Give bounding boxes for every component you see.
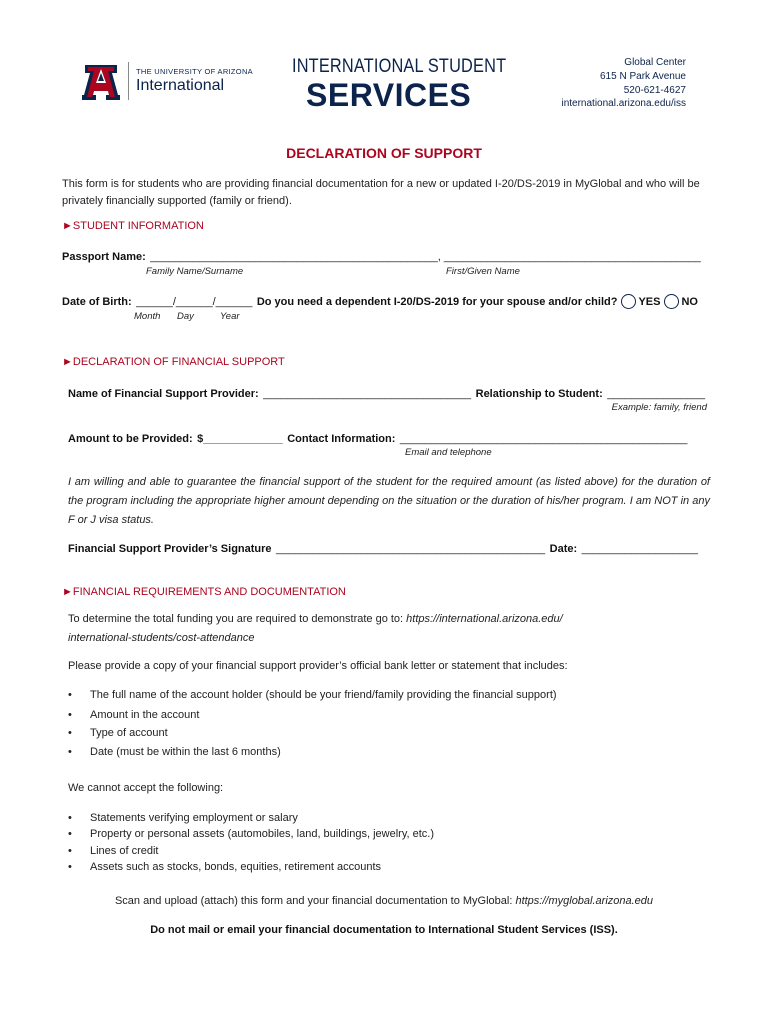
contact-caption: Email and telephone xyxy=(405,447,492,458)
dependent-question: Do you need a dependent I-20/DS-2019 for your spouse and/or child? xyxy=(256,296,618,308)
cost-attendance-link[interactable]: https://international.arizona.edu/ xyxy=(406,613,563,625)
unit-name: International xyxy=(136,77,225,94)
signature-label: Financial Support Provider’s Signature xyxy=(68,543,272,555)
funding-line xyxy=(68,613,563,625)
university-name: THE UNIVERSITY OF ARIZONA xyxy=(136,67,253,76)
yes-label: YES xyxy=(638,296,661,308)
month-caption: Month xyxy=(134,311,161,322)
guarantee-statement: I am willing and able to guarantee the financial support of the student for the required amount (as listed above) for the duration of the program including the appropriate higher amount depending on the situation or the duration of his/her program. I am NOT in any F or J visa status. xyxy=(68,476,710,526)
office-name-line-2: SERVICES xyxy=(306,77,472,113)
university-of-arizona-logo-icon xyxy=(82,62,120,100)
relationship-field[interactable]: ________________ xyxy=(607,388,706,400)
bullet: • xyxy=(68,689,72,701)
passport-name-row xyxy=(62,247,701,265)
contact-field[interactable]: _______________________________________________ xyxy=(399,433,688,445)
page-title: DECLARATION OF SUPPORT xyxy=(286,145,482,161)
address-street: 615 N Park Avenue xyxy=(600,71,686,82)
list-item: Property or personal assets (automobiles, land, buildings, jewelry, etc.) xyxy=(90,828,435,840)
signature-field[interactable]: ____________________________________________ xyxy=(276,543,546,555)
section-heading-financial-support: ►DECLARATION OF FINANCIAL SUPPORT xyxy=(62,356,285,368)
bullet: • xyxy=(68,861,72,873)
amount-label: Amount to be Provided: xyxy=(68,433,193,445)
section-marker: ► xyxy=(62,356,73,368)
intro-paragraph: This form is for students who are providing financial documentation for a new or updated I-20/DS-2019 in MyGlobal and who will be privately financially supported (family or friend). xyxy=(62,178,700,207)
bullet: • xyxy=(68,727,72,739)
list-item: Type of account xyxy=(90,727,168,739)
provider-name-field[interactable]: __________________________________ xyxy=(263,388,472,400)
funding-text: To determine the total funding you are required to demonstrate go to: xyxy=(68,613,404,625)
yes-radio[interactable] xyxy=(621,294,636,309)
provide-text: Please provide a copy of your financial support provider’s official bank letter or statement that includes: xyxy=(68,660,568,672)
section-marker: ► xyxy=(62,220,73,232)
address-website[interactable]: international.arizona.edu/iss xyxy=(561,98,686,109)
passport-name-label: Passport Name: xyxy=(62,251,146,263)
no-label: NO xyxy=(681,296,698,308)
do-not-mail-warning: Do not mail or email your financial documentation to International Student Services (ISS). xyxy=(150,924,618,936)
date-field[interactable]: ___________________ xyxy=(581,543,698,555)
list-item: Date (must be within the last 6 months) xyxy=(90,746,281,758)
given-name-caption: First/Given Name xyxy=(446,266,520,277)
list-item: Lines of credit xyxy=(90,845,159,857)
provider-name-row xyxy=(68,384,705,402)
myglobal-link[interactable]: https://myglobal.arizona.edu xyxy=(515,895,654,907)
date-label: Date: xyxy=(549,543,578,555)
bullet: • xyxy=(68,812,72,824)
section-heading-financial-requirements: ►FINANCIAL REQUIREMENTS AND DOCUMENTATION xyxy=(62,586,346,598)
address-phone: 520-621-4627 xyxy=(623,85,686,96)
upload-instruction xyxy=(0,895,768,907)
date-of-birth-field[interactable]: ______/______/______ xyxy=(136,296,253,308)
list-item: The full name of the account holder (should be your friend/family providing the financial support) xyxy=(90,689,557,701)
bullet: • xyxy=(68,828,72,840)
family-name-caption: Family Name/Surname xyxy=(146,266,244,277)
passport-name-field[interactable]: _______________________________________________, __________________________________________ xyxy=(150,251,701,263)
day-caption: Day xyxy=(177,311,194,322)
signature-row xyxy=(68,539,698,557)
bullet: • xyxy=(68,746,72,758)
list-item: Statements verifying employment or salary xyxy=(90,812,298,824)
relationship-caption: Example: family, friend xyxy=(611,402,707,413)
bullet: • xyxy=(68,709,72,721)
logo-divider xyxy=(128,62,129,100)
relationship-label: Relationship to Student: xyxy=(475,388,603,400)
date-of-birth-label: Date of Birth: xyxy=(62,296,132,308)
amount-row xyxy=(68,429,687,447)
bullet: • xyxy=(68,845,72,857)
cannot-accept-text: We cannot accept the following: xyxy=(68,782,224,794)
office-name-line-1: INTERNATIONAL STUDENT xyxy=(292,56,507,77)
address-building: Global Center xyxy=(624,57,686,68)
section-marker: ► xyxy=(62,586,73,598)
date-of-birth-row xyxy=(62,292,698,310)
provider-name-label: Name of Financial Support Provider: xyxy=(68,388,259,400)
amount-field[interactable]: $_____________ xyxy=(197,433,283,445)
upload-text: Scan and upload (attach) this form and your financial documentation to MyGlobal: xyxy=(114,895,513,907)
contact-label: Contact Information: xyxy=(287,433,396,445)
list-item: Assets such as stocks, bonds, equities, retirement accounts xyxy=(90,861,382,873)
no-radio[interactable] xyxy=(664,294,679,309)
list-item: Amount in the account xyxy=(90,709,200,721)
year-caption: Year xyxy=(220,311,240,322)
section-heading-student-information: ►STUDENT INFORMATION xyxy=(62,220,204,232)
cost-attendance-link-continued[interactable]: international-students/cost-attendance xyxy=(68,632,255,644)
